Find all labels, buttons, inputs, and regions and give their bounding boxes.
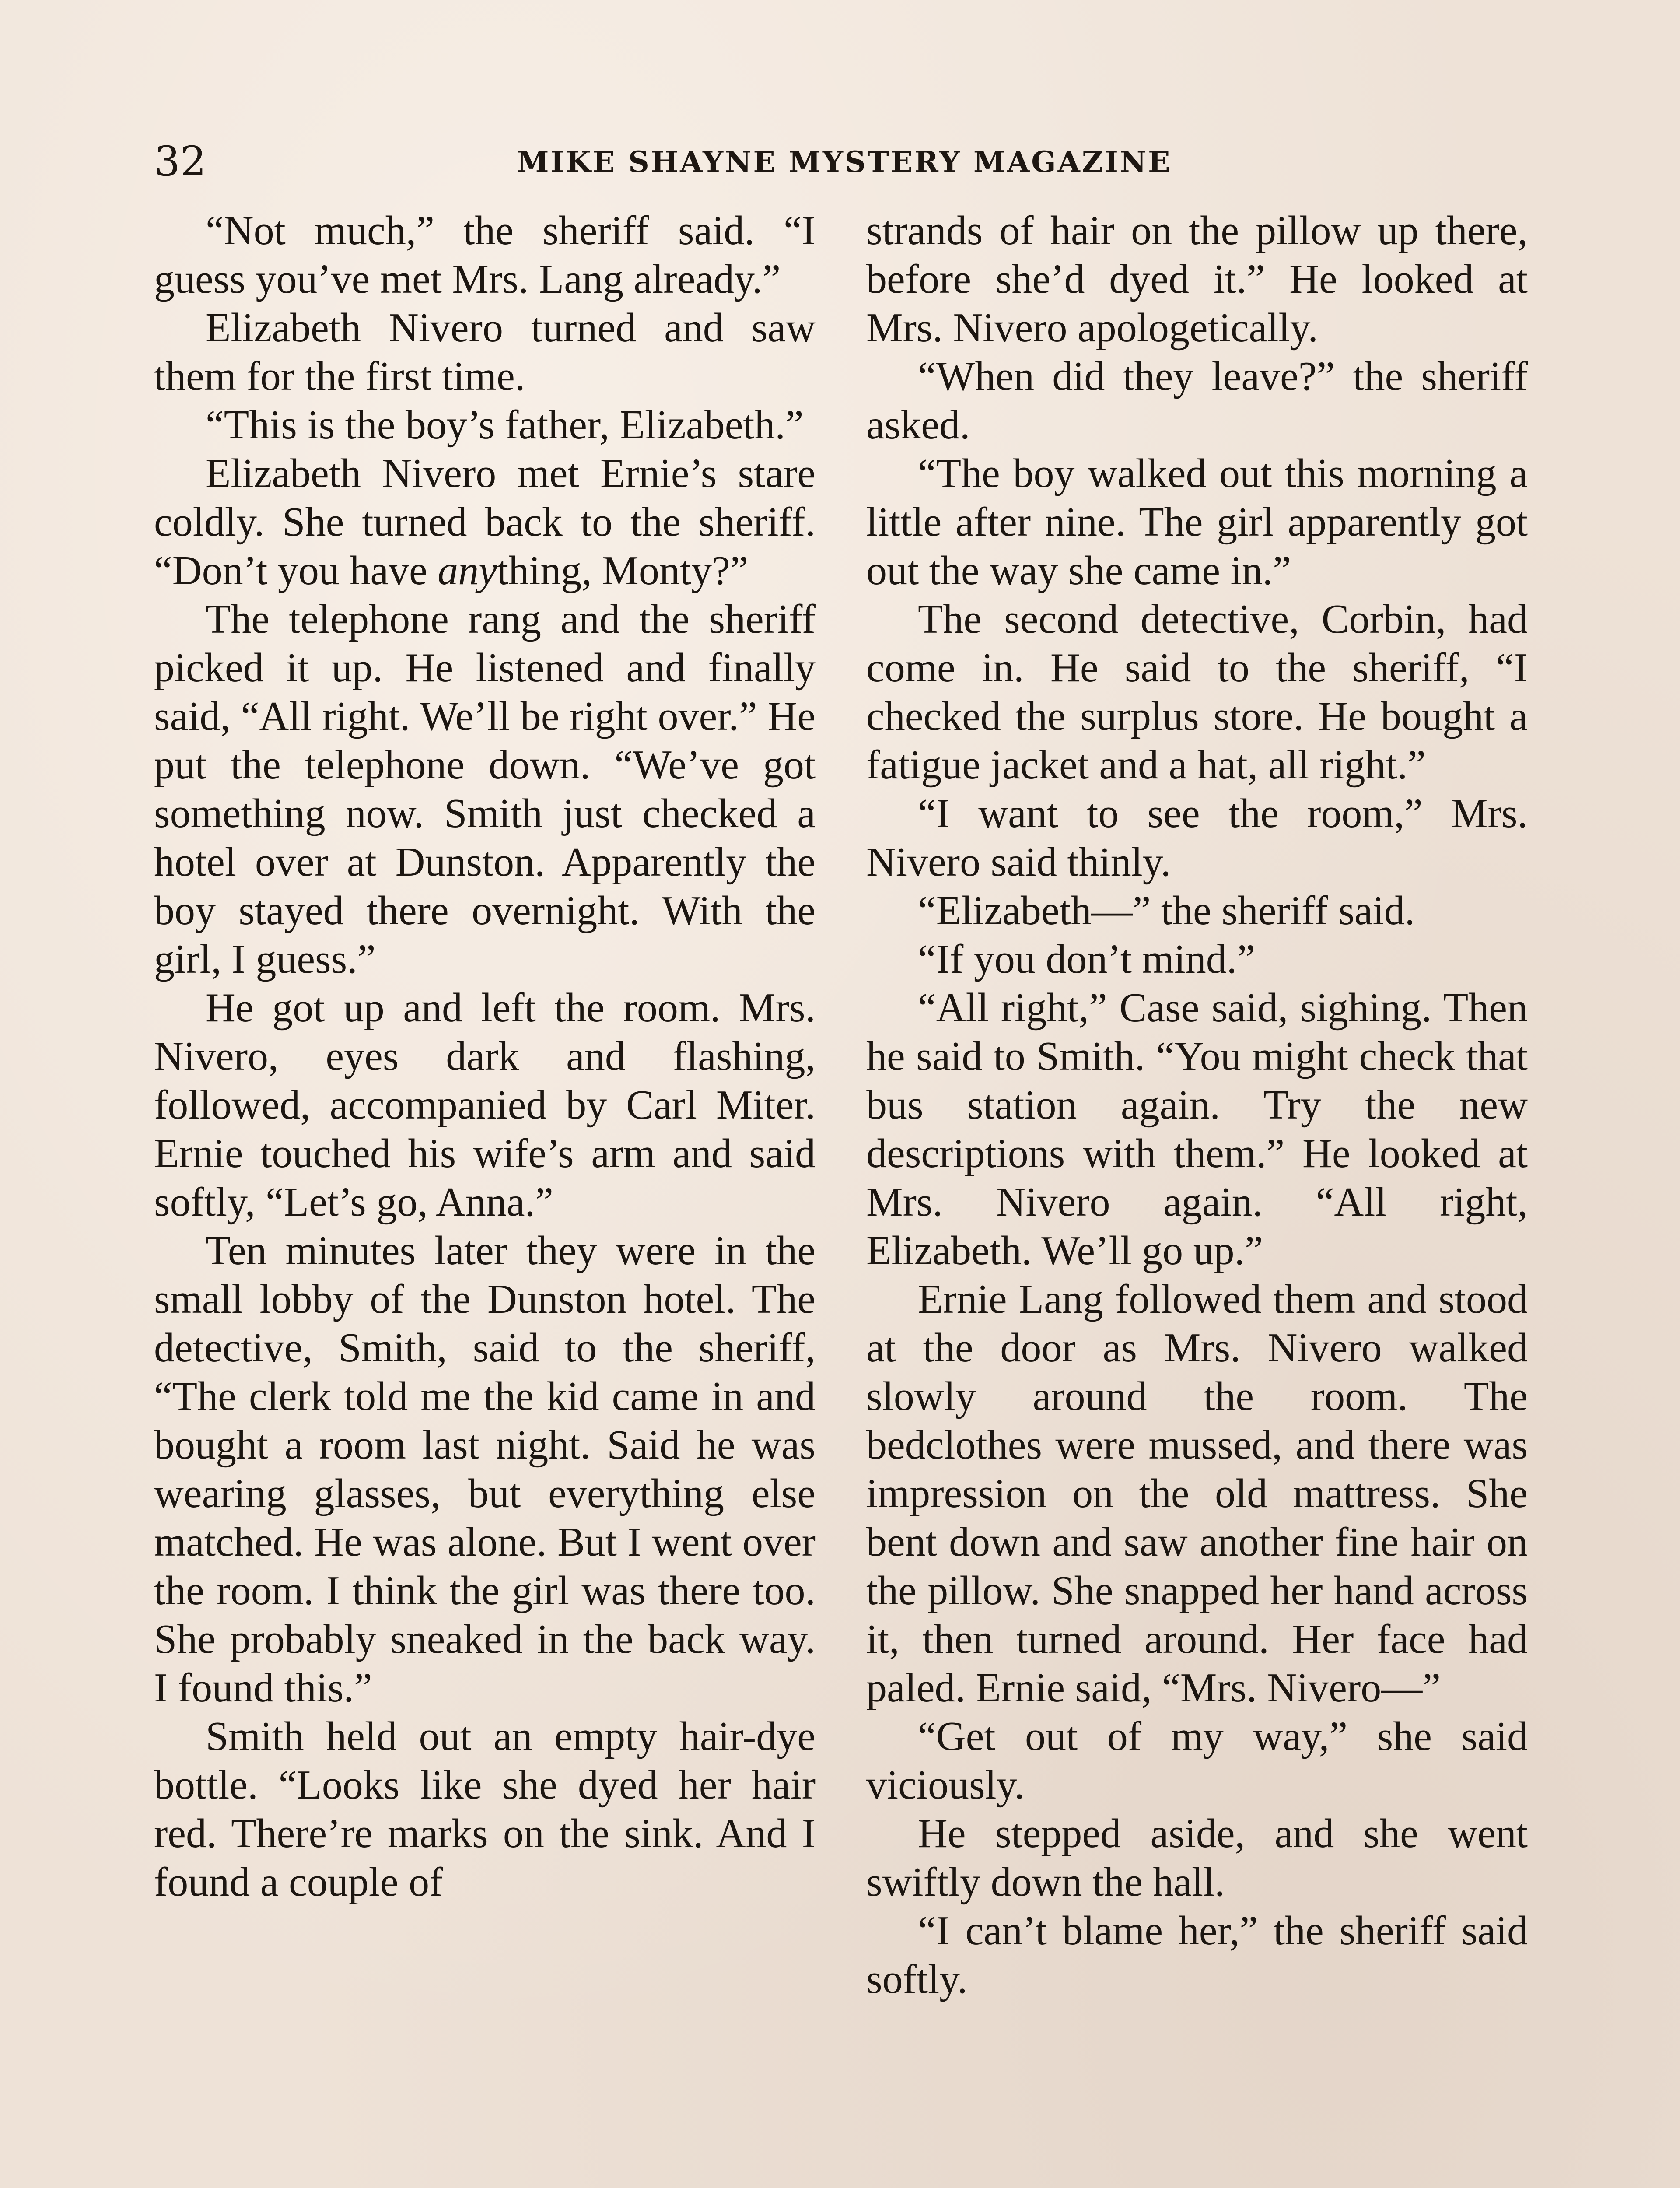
paragraph: strands of hair on the pillow up there, before she’d dyed it.” He looked at Mrs. Nivero apologetically. — [866, 208, 1528, 351]
paragraph: “If you don’t mind.” — [918, 936, 1256, 982]
paragraph: Elizabeth Nivero met Ernie’s stare coldly. She turned back to the sheriff. “Don’t you have anything, Monty?” — [154, 451, 816, 593]
paragraph: Ten minutes later they were in the small lobby of the Dunston hotel. The detective, Smith, said to the sheriff, “The clerk told me the kid came in and bought a room last night. Said he was wearing glasses, but everything else matched. He was alone. But I went over the room. I think the girl was there too. She probably sneaked in the back way. I found this.” — [154, 1228, 816, 1711]
emphasis-text: any — [438, 548, 497, 593]
page-header — [0, 131, 1680, 193]
paragraph: Smith held out an empty hair-dye bottle. “Looks like she dyed her hair red. There’re marks on the sink. And I found a couple of — [154, 1714, 816, 1905]
paragraph: He stepped aside, and she went swiftly down the hall. — [866, 1811, 1528, 1905]
paragraph: “All right,” Case said, sighing. Then he said to Smith. “You might check that bus station again. Try the new descriptions with them.” He looked at Mrs. Nivero again. “All right, Elizabeth. We’ll go up.” — [866, 985, 1528, 1273]
paragraph: Ernie Lang followed them and stood at the door as Mrs. Nivero walked slowly around the room. The bedclothes were mussed, and there was impression on the old mattress. She bent down and saw another fine hair on the pillow. She snapped her hand across it, then turned around. Her face had paled. Ernie said, “Mrs. Nivero—” — [866, 1276, 1528, 1711]
paragraph: “When did they leave?” the sheriff asked. — [866, 354, 1528, 448]
paragraph: “I want to see the room,” Mrs. Nivero said thinly. — [866, 791, 1528, 885]
page-number: 32 — [154, 138, 206, 186]
left-text-column — [154, 207, 816, 1907]
paragraph: “This is the boy’s father, Elizabeth.” — [206, 402, 804, 448]
paragraph: The telephone rang and the sheriff picked it up. He listened and finally said, “All right. We’ll be right over.” He put the telephone down. “We’ve got something now. Smith just checked a hotel over at Dunston. Apparently the boy stayed there overnight. With the girl, I guess.” — [154, 596, 816, 982]
paragraph: Elizabeth Nivero turned and saw them for the first time. — [154, 305, 816, 399]
paragraph: He got up and left the room. Mrs. Nivero, eyes dark and flashing, followed, accompanied by Carl Miter. Ernie touched his wife’s arm and said softly, “Let’s go, Anna.” — [154, 985, 816, 1225]
right-text-column — [866, 207, 1528, 2004]
paragraph: “I can’t blame her,” the sheriff said softly. — [866, 1908, 1528, 2002]
paragraph: “Elizabeth—” the sheriff said. — [918, 888, 1415, 933]
paragraph: “Get out of my way,” she said viciously. — [866, 1714, 1528, 1808]
paragraph: The second detective, Corbin, had come in. He said to the sheriff, “I checked the surplus store. He bought a fatigue jacket and a hat, all right.” — [866, 596, 1528, 788]
paragraph: “Not much,” the sheriff said. “I guess you’ve met Mrs. Lang already.” — [154, 208, 816, 302]
running-head: MIKE SHAYNE MYSTERY MAGAZINE — [517, 145, 1172, 179]
paragraph: “The boy walked out this morning a little after nine. The girl apparently got out the way she came in.” — [866, 451, 1528, 593]
